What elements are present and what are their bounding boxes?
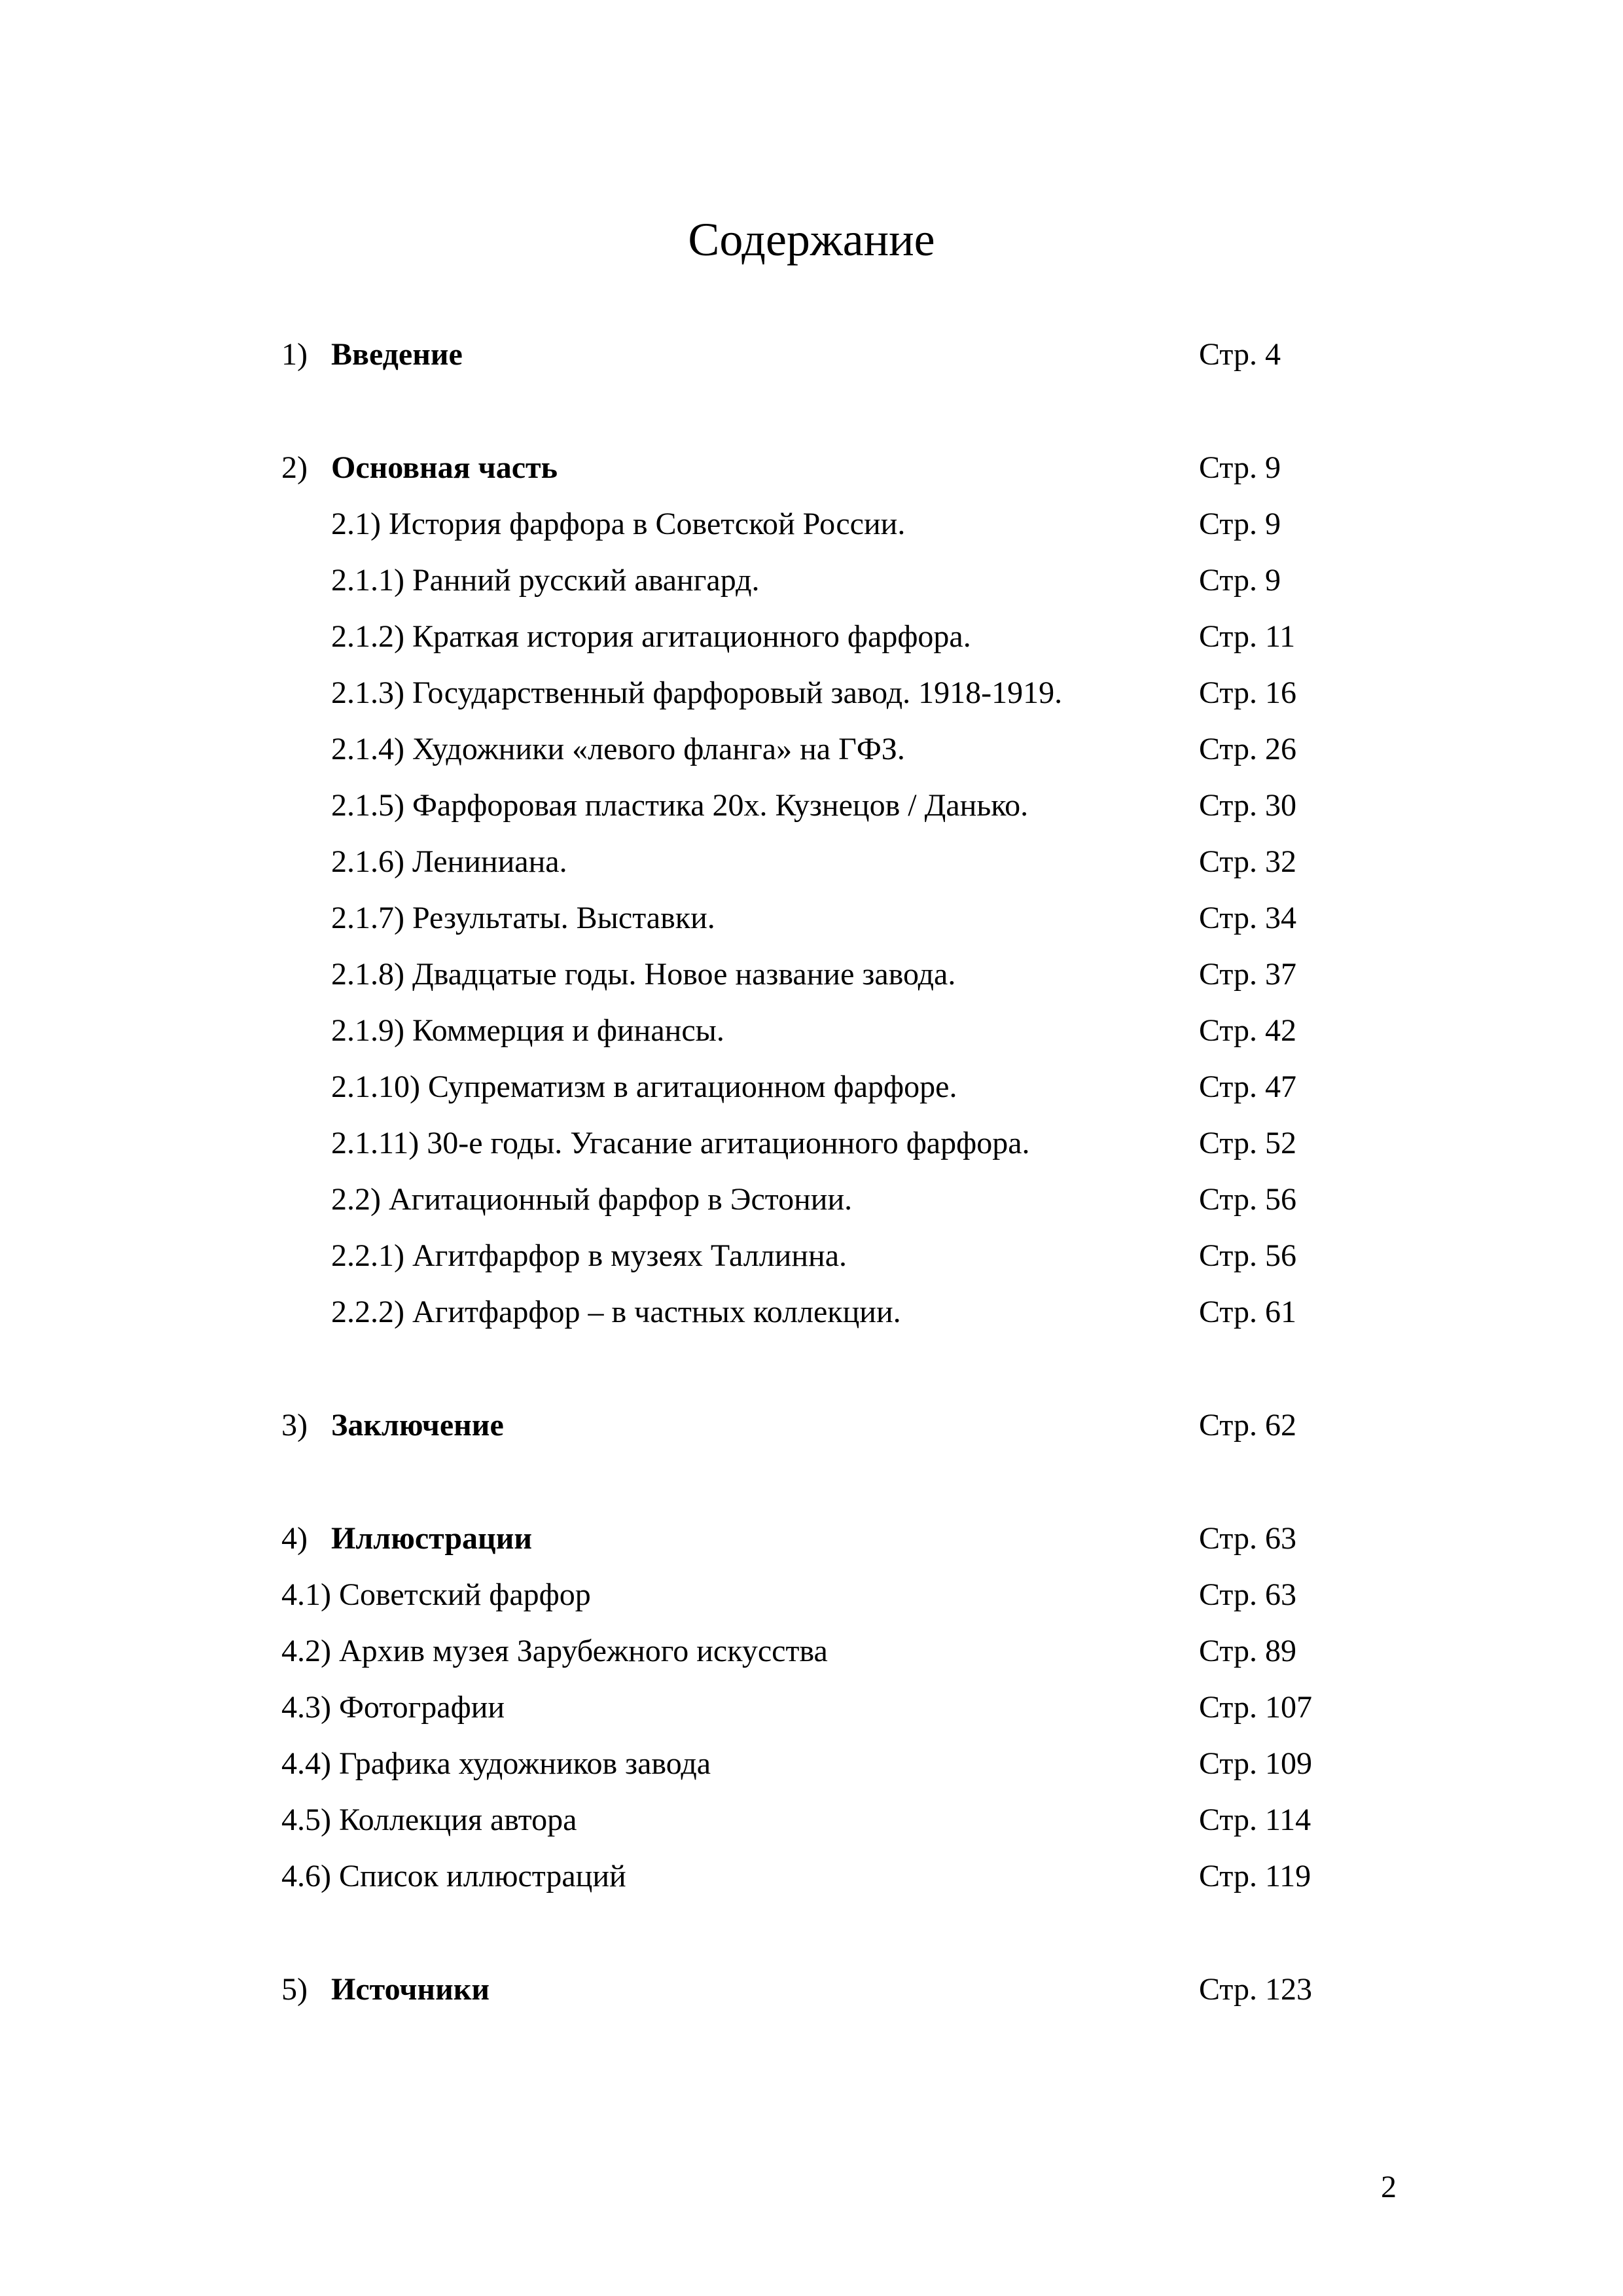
toc-entry-page: Стр. 63 bbox=[1199, 1521, 1296, 1556]
toc-entry-page: Стр. 11 bbox=[1199, 619, 1296, 654]
toc-entry-title: 4.1) Советский фарфор bbox=[281, 1577, 591, 1612]
toc-entry bbox=[0, 899, 1623, 938]
toc-entry bbox=[0, 1011, 1623, 1050]
toc-entry-number: 5) bbox=[281, 1972, 308, 2007]
toc-entry bbox=[0, 955, 1623, 994]
toc-entry-page: Стр. 9 bbox=[1199, 450, 1281, 485]
toc-entry-title: 2.2.1) Агитфарфор в музеях Таллинна. bbox=[331, 1238, 847, 1273]
toc-entry-title: 2.1.8) Двадцатые годы. Новое название завода. bbox=[331, 957, 956, 992]
toc-entry-title: 4.2) Архив музея Зарубежного искусства bbox=[281, 1634, 828, 1668]
toc-entry bbox=[0, 842, 1623, 882]
toc-entry-title: 2.1.7) Результаты. Выставки. bbox=[331, 901, 715, 935]
page-title: Содержание bbox=[688, 213, 935, 266]
toc-entry bbox=[0, 1293, 1623, 1332]
toc-entry-title: 2.1.2) Краткая история агитационного фарфора. bbox=[331, 619, 971, 654]
toc-entry-title: 4.4) Графика художников завода bbox=[281, 1746, 711, 1781]
toc-entry bbox=[0, 1519, 1623, 1558]
toc-entry-page: Стр. 109 bbox=[1199, 1746, 1312, 1781]
toc-entry-page: Стр. 56 bbox=[1199, 1182, 1296, 1217]
toc-entry-page: Стр. 61 bbox=[1199, 1295, 1296, 1329]
toc-entry-title: 2.1.10) Супрематизм в агитационном фарфоре. bbox=[331, 1069, 957, 1104]
toc-entry bbox=[0, 1236, 1623, 1276]
toc-entry-page: Стр. 114 bbox=[1199, 1803, 1311, 1837]
toc-entry-number: 2) bbox=[281, 450, 308, 485]
toc-entry bbox=[0, 505, 1623, 544]
toc-entry bbox=[0, 1801, 1623, 1840]
toc-entry bbox=[0, 617, 1623, 656]
toc-entry-page: Стр. 62 bbox=[1199, 1408, 1296, 1443]
toc-entry-title: 2.1.4) Художники «левого фланга» на ГФЗ. bbox=[331, 732, 905, 766]
toc-entry-title: 2.1.3) Государственный фарфоровый завод. 1918-1919. bbox=[331, 675, 1063, 710]
toc-entry-number: 3) bbox=[281, 1408, 308, 1443]
toc-entry-title: Основная часть bbox=[331, 450, 558, 485]
toc-entry-page: Стр. 26 bbox=[1199, 732, 1296, 766]
toc-entry-title: 2.1.5) Фарфоровая пластика 20х. Кузнецов / Данько. bbox=[331, 788, 1029, 823]
toc-entry bbox=[0, 1124, 1623, 1163]
toc-entry-title: 4.5) Коллекция автора bbox=[281, 1803, 577, 1837]
toc-entry-page: Стр. 89 bbox=[1199, 1634, 1296, 1668]
toc-entry bbox=[0, 730, 1623, 769]
toc-entry bbox=[0, 1688, 1623, 1727]
toc-entry-page: Стр. 37 bbox=[1199, 957, 1296, 992]
toc-entry bbox=[0, 1406, 1623, 1445]
toc-entry-page: Стр. 56 bbox=[1199, 1238, 1296, 1273]
toc-entry-title: 2.1.11) 30-е годы. Угасание агитационного фарфора. bbox=[331, 1126, 1030, 1160]
toc-entry-page: Стр. 4 bbox=[1199, 337, 1281, 372]
toc-entry-title: Заключение bbox=[331, 1408, 504, 1443]
toc-entry-title: 2.1.1) Ранний русский авангард. bbox=[331, 563, 760, 598]
toc-entry bbox=[0, 1632, 1623, 1671]
toc-entry-page: Стр. 119 bbox=[1199, 1859, 1311, 1893]
toc-entry-page: Стр. 30 bbox=[1199, 788, 1296, 823]
toc-entry-title: 4.3) Фотографии bbox=[281, 1690, 505, 1725]
toc-entry bbox=[0, 1857, 1623, 1896]
toc-entry bbox=[0, 786, 1623, 825]
toc-entry-title: 2.1) История фарфора в Советской России. bbox=[331, 507, 906, 541]
toc-entry-title: 2.2) Агитационный фарфор в Эстонии. bbox=[331, 1182, 853, 1217]
toc-entry bbox=[0, 1180, 1623, 1219]
toc-entry bbox=[0, 561, 1623, 600]
toc-entry-title: 2.2.2) Агитфарфор – в частных коллекции. bbox=[331, 1295, 901, 1329]
toc-entry-page: Стр. 9 bbox=[1199, 563, 1281, 598]
toc-entry-page: Стр. 9 bbox=[1199, 507, 1281, 541]
toc-entry-page: Стр. 107 bbox=[1199, 1690, 1312, 1725]
toc-entry bbox=[0, 673, 1623, 713]
toc-entry-page: Стр. 123 bbox=[1199, 1972, 1312, 2007]
toc-entry-page: Стр. 32 bbox=[1199, 844, 1296, 879]
page-number: 2 bbox=[1381, 2170, 1397, 2204]
toc-entry bbox=[0, 1067, 1623, 1107]
toc-entry-title: 2.1.6) Лениниана. bbox=[331, 844, 567, 879]
toc-entry bbox=[0, 1575, 1623, 1615]
toc-entry-page: Стр. 42 bbox=[1199, 1013, 1296, 1048]
toc-entry-title: Источники bbox=[331, 1972, 490, 2007]
toc-entry-page: Стр. 34 bbox=[1199, 901, 1296, 935]
toc-entry bbox=[0, 335, 1623, 374]
toc-entry-number: 1) bbox=[281, 337, 308, 372]
toc-entry bbox=[0, 448, 1623, 488]
toc-entry bbox=[0, 1744, 1623, 1784]
toc-entry-title: 4.6) Список иллюстраций bbox=[281, 1859, 626, 1893]
toc-entry-title: Иллюстрации bbox=[331, 1521, 533, 1556]
toc-entry-page: Стр. 16 bbox=[1199, 675, 1296, 710]
toc-entry-page: Стр. 63 bbox=[1199, 1577, 1296, 1612]
toc-entry-page: Стр. 47 bbox=[1199, 1069, 1296, 1104]
toc-entry-number: 4) bbox=[281, 1521, 308, 1556]
toc-entry-title: 2.1.9) Коммерция и финансы. bbox=[331, 1013, 724, 1048]
toc-entry bbox=[0, 1970, 1623, 2009]
toc-entry-page: Стр. 52 bbox=[1199, 1126, 1296, 1160]
toc-entry-title: Введение bbox=[331, 337, 463, 372]
